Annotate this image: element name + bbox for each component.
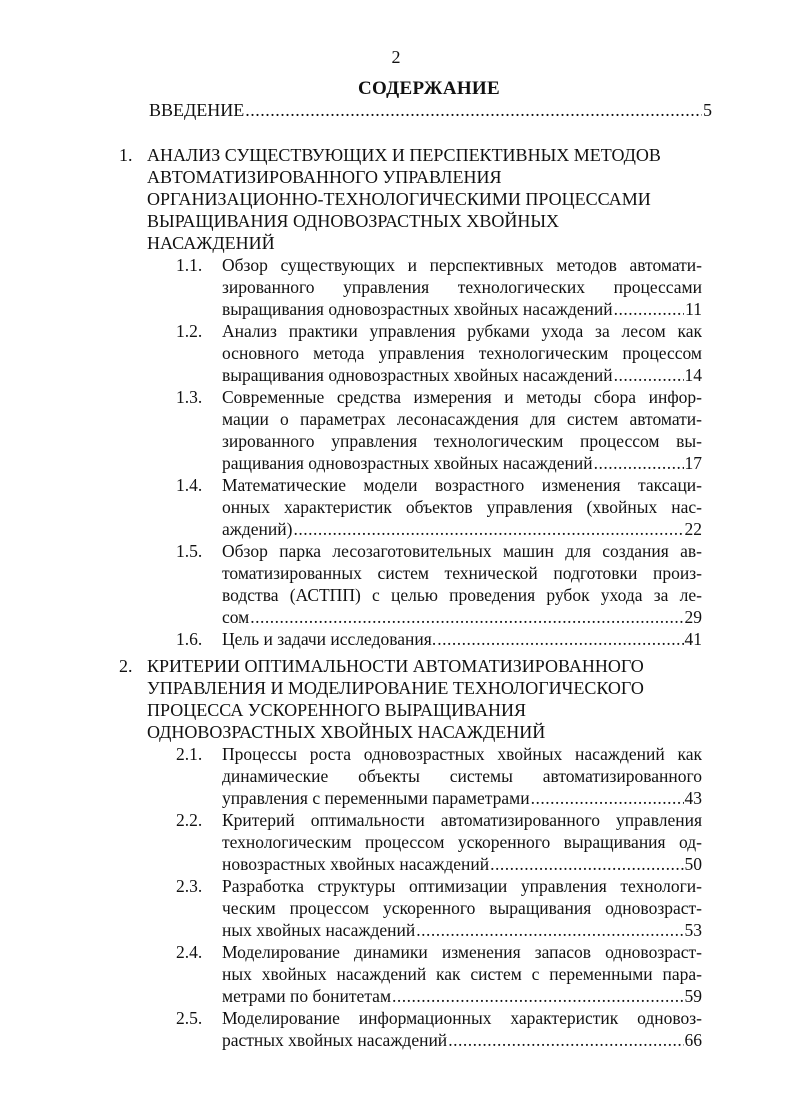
dot-leader [250,606,683,628]
section-last-line: аждений) [222,519,293,539]
toc-entry-label: ВВЕДЕНИЕ [149,100,245,120]
section-line: Процессы роста одновозрастных хвойных насаждений как [222,744,702,764]
toc-section-2-2[interactable] [176,809,702,875]
dot-leader [594,452,684,474]
dot-leader [614,364,684,386]
section-page: 11 [685,299,702,319]
chapter-title [147,144,719,254]
chapter-title-line: КРИТЕРИИ ОПТИМАЛЬНОСТИ АВТОМАТИЗИРОВАННОГО [147,656,644,676]
section-line: Анализ практики управления рубками ухода за лесом как [222,321,702,341]
chapter-title-line: АНАЛИЗ СУЩЕСТВУЮЩИХ И ПЕРСПЕКТИВНЫХ МЕТОДОВ [147,145,661,165]
toc-section-1-3[interactable] [176,386,702,474]
section-page: 59 [684,986,702,1006]
chapter-number: 2. [119,656,133,676]
section-line: ных хвойных насаждений как систем с переменными пара- [222,964,702,984]
toc-section-1-2[interactable] [176,320,702,386]
section-page: 50 [684,854,702,874]
section-list [176,743,702,1051]
section-line: Разработка структуры оптимизации управления технологи- [222,876,702,896]
section-page: 14 [684,365,702,385]
section-last-line: метрами по бонитетам [222,986,392,1006]
section-line: Современные средства измерения и методы сбора инфор- [222,387,702,407]
section-last-line: сом [222,607,250,627]
toc-chapter-1 [119,144,719,650]
section-number: 1.6. [176,629,203,649]
toc-section-2-1[interactable] [176,743,702,809]
chapter-heading[interactable] [119,655,719,743]
section-line: технологическим процессом ускоренного выращивания од- [222,832,702,852]
section-page: 29 [684,607,702,627]
section-last-line: ращивания одновозрастных хвойных насаждений [222,453,593,473]
toc-section-1-6[interactable] [176,628,702,650]
section-number: 2.1. [176,744,203,764]
section-number: 1.1. [176,255,203,275]
toc-section-1-1[interactable] [176,254,702,320]
chapter-title-line: ВЫРАЩИВАНИЯ ОДНОВОЗРАСТНЫХ ХВОЙНЫХ [147,211,560,231]
section-last-line: Цель и задачи исследования. [222,629,437,649]
toc-section-2-4[interactable] [176,941,702,1007]
page-title: СОДЕРЖАНИЕ [358,78,500,99]
section-line: зированного управления технологических процессами [222,277,702,297]
dot-leader [416,919,683,941]
page-number: 2 [391,47,401,67]
section-page: 43 [684,788,702,808]
chapter-title-line: УПРАВЛЕНИЯ И МОДЕЛИРОВАНИЕ ТЕХНОЛОГИЧЕСКОГО [147,678,644,698]
section-last-line: выращивания одновозрастных хвойных насаждений [222,365,613,385]
dot-leader [437,628,683,650]
section-number: 2.4. [176,942,203,962]
toc-section-1-5[interactable] [176,540,702,628]
toc-entry-page: 5 [703,100,712,120]
section-line: мации о параметрах лесонасаждения для систем автомати- [222,409,702,429]
section-number: 1.2. [176,321,203,341]
section-list [176,254,702,650]
section-line: Моделирование информационных характеристик одновоз- [222,1008,702,1028]
chapter-title-line: ПРОЦЕССА УСКОРЕННОГО ВЫРАЩИВАНИЯ [147,700,527,720]
dot-leader [392,985,683,1007]
toc-entry-introduction[interactable] [149,99,712,121]
section-line: Обзор существующих и перспективных методов автомати- [222,255,702,275]
dot-leader [614,298,685,320]
section-line: Моделирование динамики изменения запасов одновозраст- [222,942,702,962]
section-line: ческим процессом ускоренного выращивания одновозраст- [222,898,702,918]
section-number: 1.4. [176,475,203,495]
chapter-heading[interactable] [119,144,719,254]
section-last-line: управления с переменными параметрами [222,788,530,808]
chapter-title-line: ОРГАНИЗАЦИОННО-ТЕХНОЛОГИЧЕСКИМИ ПРОЦЕССАМИ [147,189,651,209]
chapter-title-line: НАСАЖДЕНИЙ [147,233,275,253]
dot-leader [245,99,702,121]
chapter-title-line: ОДНОВОЗРАСТНЫХ ХВОЙНЫХ НАСАЖДЕНИЙ [147,722,546,742]
section-number: 2.3. [176,876,203,896]
section-number: 1.3. [176,387,203,407]
dot-leader [448,1029,683,1051]
section-number: 2.5. [176,1008,203,1028]
section-page: 22 [684,519,702,539]
section-page: 41 [684,629,702,649]
section-line: динамические объекты системы автоматизированного [222,766,702,786]
toc-section-2-3[interactable] [176,875,702,941]
dot-leader [531,787,684,809]
chapter-title-line: АВТОМАТИЗИРОВАННОГО УПРАВЛЕНИЯ [147,167,502,187]
section-line: Критерий оптимальности автоматизированного управления [222,810,702,830]
chapter-number: 1. [119,145,133,165]
section-last-line: новозрастных хвойных насаждений [222,854,490,874]
toc-section-2-5[interactable] [176,1007,702,1051]
section-line: водства (АСТПП) с целью проведения рубок ухода за ле- [222,585,702,605]
toc-chapter-2 [119,655,719,1051]
chapter-title [147,655,719,743]
section-page: 17 [684,453,702,473]
section-line: зированного управления технологическим процессом вы- [222,431,702,451]
section-line: Математические модели возрастного изменения таксаци- [222,475,702,495]
section-line: Обзор парка лесозаготовительных машин для создания ав- [222,541,702,561]
dot-leader [293,518,683,540]
section-number: 1.5. [176,541,203,561]
section-page: 66 [684,1030,702,1050]
section-last-line: выращивания одновозрастных хвойных насаждений [222,299,613,319]
section-line: основного метода управления технологическим процессом [222,343,702,363]
section-last-line: растных хвойных насаждений [222,1030,448,1050]
section-number: 2.2. [176,810,203,830]
dot-leader [490,853,683,875]
section-line: томатизированных систем технической подготовки произ- [222,563,702,583]
section-last-line: ных хвойных насаждений [222,920,416,940]
section-line: онных характеристик объектов управления (хвойных нас- [222,497,702,517]
toc-section-1-4[interactable] [176,474,702,540]
section-page: 53 [684,920,702,940]
